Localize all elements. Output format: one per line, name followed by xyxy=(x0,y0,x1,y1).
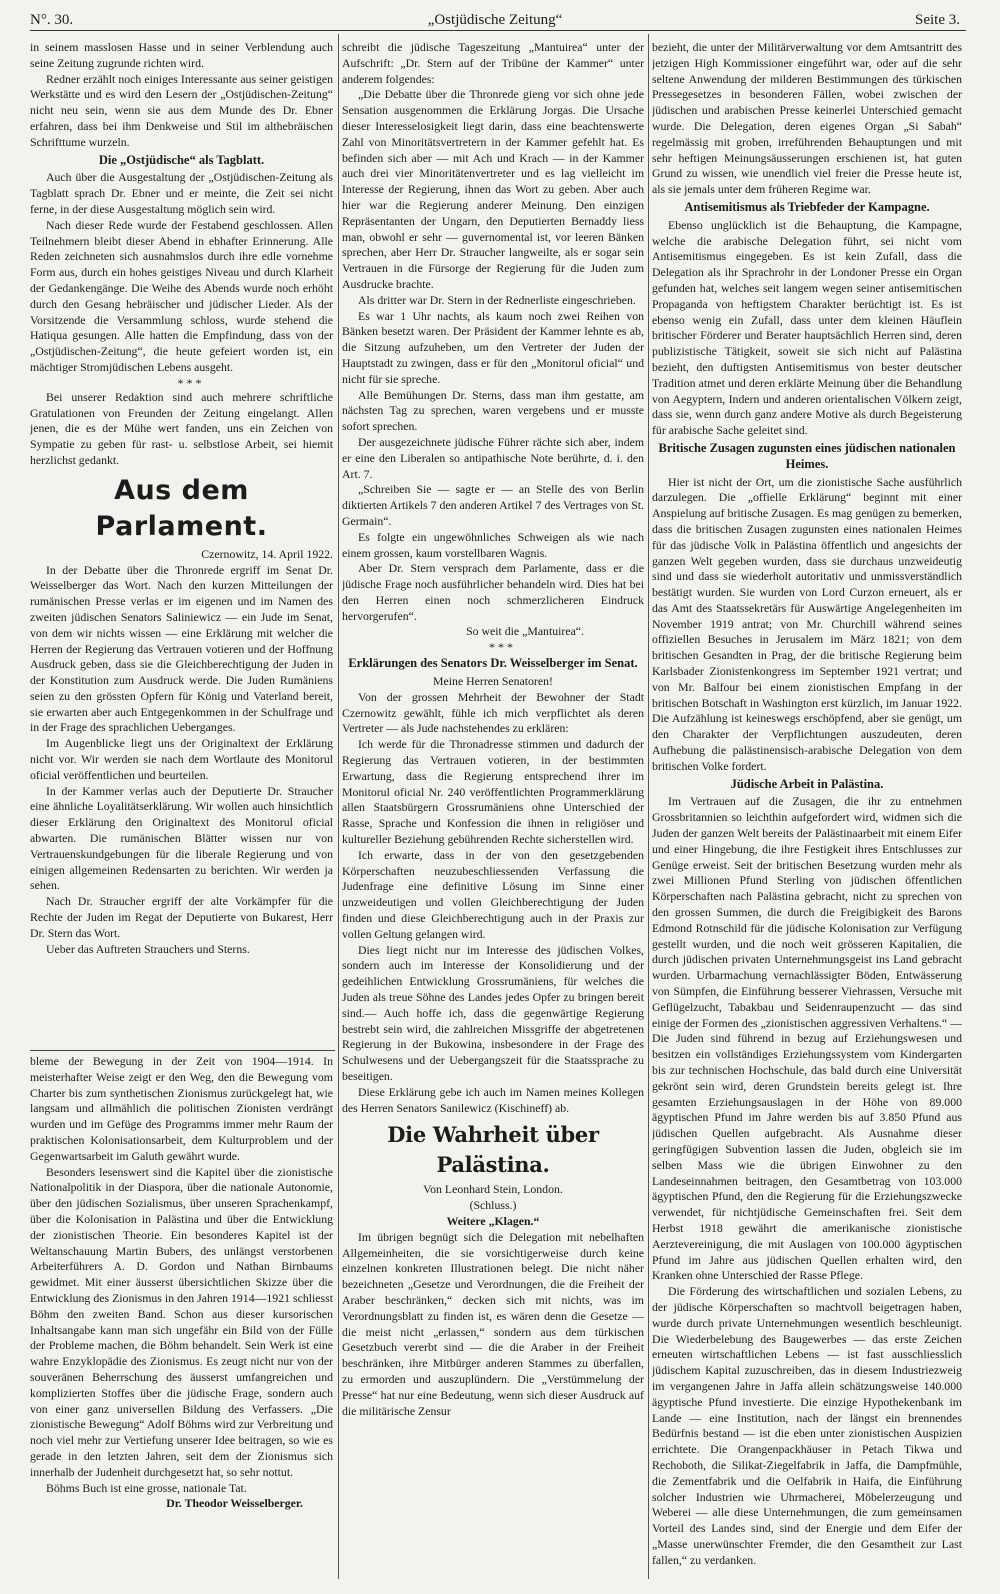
subheading: Erklärungen des Senators Dr. Weisselberger im Senat. xyxy=(348,656,638,671)
paragraph: Auch über die Ausgestaltung der „Ostjüdischen-Zeitung als Tagblatt sprach Dr. Ebner und er meinte, die Zeit sei nicht ferne, in der diese Ausgestaltung möglich sein wird. xyxy=(30,170,333,216)
paragraph: Es folgte ein ungewöhnliches Schweigen als wie nach einem grossen, kaum vorstellbaren Wagnis. xyxy=(342,529,644,560)
newspaper-name: „Ostjüdische Zeitung“ xyxy=(427,12,563,28)
paragraph: Im übrigen begnügt sich die Delegation mit nebelhaften Allgemeinheiten, die sie vorsichtigerweise durch keine einzelnen konkreten Illustrationen belegt. Die nicht näher bezeichneten „Gesetze und Verordnungen, die die Freiheit der Araber beschränken,“ decken sich mit nichts, was im Verordnungsblatt zu finden ist, es wären denn die Gesetze — die meist nicht „erlassen,“ sondern aus dem türkischen Gesetzbuch vererbt sind — die die Araber in der Freiheit beschränken, ihre Mitbürger anderen Stammes zu überfallen, zu ermorden und auszuplündern. Die „Verstümmelung der Presse“ hat nur eine Bedeutung, wenn sich dieser Ausdruck auf die militärische Zensur xyxy=(342,1229,644,1418)
paragraph: Hier ist nicht der Ort, um die zionistische Sache ausführlich darzulegen. Die „offielle Erklärung“ beginnt mit einer Anspielung auf britische Zusagen. Es mag genügen zu bemerken, dass die britischen Zusagen zugunsten eines nationalen Heimes für das jüdische Volk in Palästina öffentlich und angesichts der ganzen Welt gegeben wurden, dass sie durchaus unzweideutig sind und dass sie wiederholt autoritativ und unmissverständlich bestätigt wurden. Sie wurden von Lord Curzon erneuert, als er das Amt des Staatssekretärs für Auswärtige Angelegenheiten im November 1919 antrat; von Mr. Churchill während seines offiziellen Besuches in Jerusalem im März 1821; von dem britischen Gesandten in Prag, der die britische Regierung beim Karlsbader Zionistenkongress im September 1921 vertrat; und von Mr. Balfour bei einem zionistischen Empfang in der britischen Botschaft in Washington erst kürzlich, im Januar 1922. Die Aufzählung ist keineswegs erschöpfend, aber sie genügt, um den Charakter der Verpflichtungen auszudeuten, deren Aufhebung die palästinensisch-arabische Delegation von dem britischen Volke fordert. xyxy=(652,474,962,773)
salutation: Meine Herren Senatoren! xyxy=(433,674,553,689)
paragraph: In der Kammer verlas auch der Deputierte Dr. Straucher eine ähnliche Loyalitätserklärung. Wir wollen auch hinsichtlich dieser Erklärung den Originaltext des Monitorul oficial abwarten. Die rumänischen Blätter wissen nur von Vertrauenskundgebungen für die liberale Regierung und von einigen allgemeinen Redensarten zu berichten. Wir werden ja sehen. xyxy=(30,783,333,893)
header-rule xyxy=(30,30,966,31)
paragraph: Nach dieser Rede wurde der Festabend geschlossen. Allen Teilnehmern bleibt dieser Abend in ebhafter Erinnerung. Alle Reden zeichneten sich ausnahmslos durch ihre edle vornehme Form aus, durch ein hohes geistiges Niveau und durch Klarheit der Gedankengänge. Die Weihe des Abends wurde noch erhöht durch den Gesang hebräischer und jüdischer Lieder. Als der Vorsitzende die Versammlung schloss, wurde stehend die Hatiqua gesungen. Alle hatten die Empfindung, dass von der „Ostjüdischen-Zeitung“, die heute gefeiert worden ist, ein mächtiger Stromjüdischen Lebens ausgeht. xyxy=(30,217,333,374)
page-header xyxy=(30,6,960,32)
paragraph: Nach Dr. Straucher ergriff der alte Vorkämpfer für die Rechte der Juden im Regat der Deputierte von Bukarest, Herr Dr. Stern das Wort. xyxy=(30,894,333,940)
paragraph: Ich erwarte, dass in der von den gesetzgebenden Körperschaften neuzubeschliessenden Verfassung die Judenfrage eine definitive Lösung im Sinne einer unzweideutigen und vollen Gleichberechtigung der Juden finden und diese Gleichberechtigung auch in der Praxis zur vollen Geltung gelangen wird. xyxy=(342,847,644,941)
paragraph: schreibt die jüdische Tageszeitung „Mantuirea“ unter der Aufschrift: „Dr. Stern auf der Tribüne der Kammer“ unter anderem folgendes: xyxy=(342,40,644,86)
separator-asterisks: * * * xyxy=(489,640,513,655)
paragraph: in seinem masslosen Hasse und in seiner Verblendung auch seine Zeitung zugrunde richten wird. xyxy=(30,40,333,70)
separator-asterisks: * * * xyxy=(177,375,202,390)
paragraph: Besonders lesenswert sind die Kapitel über die zionistische Nationalpolitik in der Diaspora, über die nationale Autonomie, über den jüdischen Sozialismus, über unseren Sprachenkampf, über die Kolonisation in Palästina und über die Entwicklung der zionistischen Theorie. Ein besonderes Kapitel ist der Weltanschauung Martin Bubers, des unlängst verstorbenen Arbeiterführers A. D. Gordon und Nathan Birnbaums gewidmet. Mit einer äusserst übersichtlichen Skizze über die Entwicklung des Zionismus in den Jahren 1914—1921 schliesst Böhm den zweiten Band. Schon aus dieser kursorischen Inhaltsangabe kann man sich ungefähr ein Bild von der Fülle der Probleme machen, die Böhm behandelt. Sein Werk ist eine wahre Enzyklopädie des Zionismus. Es zeugt nicht nur von der souveränen Beherrschung des äusserst umfangreichen und komplizierten Stoffes über die jüdische Frage, sondern auch von einer ganz universellen Bildung des Verfassers. „Die zionistische Bewegung“ Adolf Böhms wird zur Verbreitung und noch viel mehr zur Vertiefung unserer Idee beitragen, so wie es gerade in den letzten Jahren, seit dem der Zionismus sich innerhalb der Judenheit durchgesetzt hat, so sehr nottut. xyxy=(30,1164,333,1479)
column-divider-rule xyxy=(30,1050,335,1051)
dateline: Czernowitz, 14. April 1922. xyxy=(201,546,333,561)
byline: Von Leonhard Stein, London. xyxy=(423,1182,563,1197)
subheading: Jüdische Arbeit in Palästina. xyxy=(730,776,884,791)
column-1-lower xyxy=(30,1054,333,1574)
paragraph: bezieht, die unter der Militärverwaltung vor dem Amtsantritt des jetzigen High Kommissioner eingeführt war, oder auf die sehr seltene Anwendung der milderen Bestimmungen des türkischen Pressegesetzes in besonderen Fällen, wobei zwischen der jüdischen und arabischen Presse keinerlei Unterschied gemacht wurde. Die Delegation, deren eigenes Organ „Si Sabah“ regelmässig mit groben, irreführenden Behauptungen und mit sehr heftigen Meinungsäusserungen erschienen ist, hat guten Grund zu wissen, wie unendlich viel freier die Presse heute ist, als sie jemals unter dem früheren Regime war. xyxy=(652,40,962,197)
paragraph: „Schreiben Sie — sagte er — an Stelle des von Berlin diktierten Artikels 7 den anderen Artikel 7 des Vertrages von St. Germain“. xyxy=(342,482,644,528)
paragraph: bleme der Bewegung in der Zeit von 1904—1914. In meisterhafter Weise zeigt er den Weg, den die Bewegung vom Charter bis zum synthetischen Zionismus zurückgelegt hat, wie langsam und allmählich die politischen Zionisten verdrängt wurden und im Gefüge des Programms immer mehr Raum der praktischen Kolonisationsarbeit, dem Kulturproblem und der Gegenwartsarbeit im Galuth gewährt wurde. xyxy=(30,1054,333,1163)
subheading: Antisemitismus als Triebfeder der Kampagne. xyxy=(684,199,930,214)
column-1 xyxy=(30,40,333,1048)
paragraph: Alle Bemühungen Dr. Sterns, dass man ihm gestatte, am nächsten Tag zu sprechen, waren vergebens und er musste sofort sprechen. xyxy=(342,387,644,434)
paragraph: Bei unserer Redaktion sind auch mehrere schriftliche Gratulationen von Freunden der Zeitung eingelangt. Allen jenen, die es der Mühe wert fanden, uns ein Zeichen von Sympatie zu geben für rast- u. selbstlose Arbeit, sei hiemit herzlichst gedankt. xyxy=(30,389,333,467)
paragraph: Diese Erklärung gebe ich auch im Namen meines Kollegen des Herren Senators Sanilewicz (Kischineff) ab. xyxy=(342,1084,644,1115)
paragraph: Als dritter war Dr. Stern in der Rednerliste eingeschrieben. xyxy=(358,292,636,307)
paragraph: Es war 1 Uhr nachts, als kaum noch zwei Reihen von Bänken besetzt waren. Der Präsident der Kammer lehnte es ab, die Sitzung aufzuheben, um den Vertreter der Juden der Hauptstadt zu zwingen, dass er für den „Monitorul oficial“ und nicht für sie spreche. xyxy=(342,308,644,386)
paragraph: Im Augenblicke liegt uns der Originaltext der Erklärung nicht vor. Wir werden sie nach dem Wortlaute des Monitorul oficial veröffentlichen und beurteilen. xyxy=(30,736,333,782)
subheading: Britische Zusagen zugunsten eines jüdischen nationalen Heimes. xyxy=(658,440,956,471)
section-title-palestine: Die Wahrheit über Palästina. xyxy=(387,1122,599,1178)
paragraph: In der Debatte über die Thronrede ergriff im Senat Dr. Weisselberger das Wort. Nach den kurzen Mitteilungen der rumänischen Presse verlas er im eigenen und im Namen des zweiten jüdischen Senators Saliniewicz — ein Jude im Senat, von dem wir nichts wissen — eine Erklärung mit welcher die Herren der Regierung das Vertrauen votieren und der Hoffnung Ausdruck geben, dass sie die Gleichberechtigung der Juden in der Konstitution zum Ausdruck werde. Die Juden Rumäniens seien zu den grössten Opfern für König und Vaterland bereit, sie erwarten aber auch Entgegenkommen in der Schulfrage und in der Frage des sprachlichen Ueberganges. xyxy=(30,562,333,735)
paragraph: Im Vertrauen auf die Zusagen, die ihr zu entnehmen Grossbritannien so leichthin aufgefordert wird, widmen sich die Juden der ganzen Welt bereits der Palästinaarbeit mit einem Eifer und einer Hingebung, die ihre Festigkeit ihres Entschlusses zur Genüge erweist. Seit der britischen Besetzung wurden mehr als zwei Millionen Pfund Sterling von jüdischen öffentlichen Körperschaften nach Palästina gebracht, nicht zu sprechen von den grossen Summen, die durch die Freigibigkeit des Barons Edmond Rotnschild für die jüdische Kolonisation zur Verfügung gestellt wurden, und die noch weit grösseren Kapitalien, die durch jüdischen privaten Unternehmungsgeist ins Land gebracht wurden. Urbarmachung vernachlässigter Böden, Entwässerung von Sümpfen, die Einführung besserer Viehrassen, Versuche mit Geflügelzucht, Tabakbau und Seidenraupenzucht — das sind einige der Formen des „zionistischen aggressiven Verhaltens.“ — Die Juden sind führend in bezug auf Erziehungswesen und besitzen ein vollständiges Erziehungssystem vom Kindergarten bis zur technischen Hochschule, das bald durch eine Universität gekrönt sein wird, deren Grundstein bereits gelegt ist. Ihre gesamten Erziehungsauslagen in der Höhe von 89.000 ägyptischen Pfund im Jahre werden bis auf 3.850 Pfund aus jüdischen Quellen aufgebracht. Als Ausnahme dieser geringfügigen Subvention lassen die Juden, obgleich sie im selben Mass wie die übrigen Einwohner zu den Landeseinnahmen beitragen, den Gesamtbetrag von 103.000 ägyptischen Pfund, den die Regierung für die Erziehungszwecke verwendet, für nichtjüdische Gemeinschaften frei. Seit dem Herbst 1918 gewährt die amerikanische zionistische Aerztevereinigung, die mit Auslagen von 100.000 ägyptischen Pfund im Jahre aus jüdischen Quellen erhalten wird, den Kranken ohne Unterschied der Rasse Pflege. xyxy=(652,794,962,1283)
subheading: Die „Ostjüdische“ als Tagblatt. xyxy=(98,152,265,167)
paragraph: Die Förderung des wirtschaftlichen und sozialen Lebens, zu der jüdische Körperschaften so machtvoll beigetragen haben, wurde durch private Unternehmungen wesentlich beschleunigt. Die Wiederbelebung des Baugewerbes — das erste Zeichen erneuten wirtschaftlichen Lebens — ist fast ausschliesslich jüdischem Kapital zuzuschreiben, das in diesem Industriezweig im vergangenen Jahre in Jaffa allein schätzungsweise 140.000 ägyptische Pfund investierte. Die einzige Hypothekenbank im Lande — eine Institution, nach der längst ein brennendes Bedürfnis bestand — ist die eben unter zionistischen Auspizien errichtete. Die Orangenpackhäuser in Petach Tikwa und Rechoboth, die Silikat-Ziegelfabrik in Jaffa, die Dampfmühle, die Zementfabrik und die Oelfabrik in Haifa, die Einführung solcher Industrien wie Uhrmacherei, Möbelerzeugung und Weberei — alle diese Unternehmungen, die zum gemeinsamen Vorteil des Landes sind, sind der Energie und dem Eifer der „Masse unerwünschter Fremder, die den Gesamtheit zur Last fallen,“ zu verdanken. xyxy=(652,1284,962,1567)
issue-number: N°. 30. xyxy=(30,12,74,28)
paragraph: Aber Dr. Stern versprach dem Parlamente, dass er die jüdische Frage noch ausführlicher behandeln wird. Dies hat bei den Herren einen noch schmerzlicheren Eindruck hervorgerufen“. xyxy=(342,561,644,623)
paragraph: Ueber das Auftreten Strauchers und Sterns. xyxy=(46,941,250,956)
paragraph: Ich werde für die Thronadresse stimmen und dadurch der Regierung das Vertrauen votieren, in der bestimmten Erwartung, dass die Regierung entsprechend ihrer im Monitorul oficial Nr. 240 veröffentlichten Programmerklärung allen Staatsbürgern Grossrumäniens ohne Unterschied der Rasse, Sprache und Konfession die ihnen in religiöser und kultureller Beziehung gebührenden Rechte sicherstellen wird. xyxy=(342,737,644,847)
column-2 xyxy=(342,40,644,1585)
column-3 xyxy=(652,40,962,1585)
paragraph: „Die Debatte über die Thronrede gieng vor sich ohne jede Sensation ausgenommen die Erklärung Jorgas. Die Ursache dieser Interesselosigkeit liegt darin, dass eine beachtenswerte Zahl von Minoritätsvertretern in der Kammer gefehlt hat. Es befinden sich aber — mit Ach und Krach — in der Kammer auch drei vier Minoritätenvertreter und es lag vielleicht im Interesse der Regierung, ihnen das Wort zu geben. Aber auch hier war die Regierung anderer Meinung. Den einzigen Repräsentanten der Ungarn, den Deputierten Bernaddy liess man, obwohl er sehr — guvernomental ist, vor leeren Bänken sprechen, aber Herr Dr. Straucher langweilte, als er sogar sein Vertrauen in die Fürsorge der Regierung für die Juden zum Ausdrucke brachte. xyxy=(342,87,644,291)
page-number: Seite 3. xyxy=(915,12,960,28)
paragraph: Böhms Buch ist eine grosse, nationale Tat. xyxy=(46,1480,247,1495)
paragraph: Ebenso unglücklich ist die Behauptung, die Kampagne, welche die arabische Delegation führt, sei nicht vom Antisemitismus eingegeben. Es ist kein Zufall, dass die Delegation als ihr Sprachrohr in der Londoner Presse ein Organ gefunden hat, welches seit langem wegen seiner antisemitischen Propaganda von heftigstem Charakter berüchtigt ist. Es ist ebenso wenig ein Zufall, dass unter dem kleinen Häuflein britischer Förderer und Berater hauptsächlich Herren sind, deren publizistische Tätigkeit, soweit sie sich nicht auf Palästina bezieht, den duftigsten Antisemitismus von bester deutscher Tradition atmet und deren erklärte Meinung über die Behandlung von Aegyptern, Indern und anderen orientalischen Völkern zeigt, dass sie, wenn durch ganz andere Motive als durch Begeisterung für arabische Sache geleitet sind. xyxy=(652,217,962,438)
section-title-parliament: Aus dem Parlament. xyxy=(95,474,268,542)
paragraph: Redner erzählt noch einiges Interessante aus seiner geistigen Werkstätte und es wird den Lesern der „Ostjüdischen-Zeitung“ nicht neu sein, wenn sie aus dem Munde des Dr. Ebner erfahren, dass bei ihm Denkweise und Stil im althebräischen Schrifttume wurzeln. xyxy=(30,71,333,149)
vertical-rule xyxy=(648,34,649,1579)
signature: Dr. Theodor Weisselberger. xyxy=(166,1496,303,1511)
vertical-rule xyxy=(338,34,339,1579)
paragraph: So weit die „Mantuirea“. xyxy=(466,624,584,639)
conclusion-note: (Schluss.) xyxy=(469,1198,517,1213)
paragraph: Von der grossen Mehrheit der Bewohner der Stadt Czernowitz gewählt, fühle ich mich verpflichtet als deren Vertreter — als Jude nachstehendes zu erklären: xyxy=(342,689,644,736)
subheading: Weitere „Klagen.“ xyxy=(446,1213,540,1228)
paragraph: Der ausgezeichnete jüdische Führer rächte sich aber, indem er eine den Liberalen so antipathische Note berührte, d. i. den Art. 7. xyxy=(342,434,644,481)
paragraph: Dies liegt nicht nur im Interesse des jüdischen Volkes, sondern auch im Interesse der Konsolidierung und der gedeihlichen Entwicklung Grossrumäniens, für welches die Juden als treue Söhne des Landes jedes Opfer zu bringen bereit sind.— Auch hoffe ich, dass die gegenwärtige Regierung bestrebt sein wird, die zahlreichen Missgriffe der abgetretenen Regierung in der Bukowina, insbesondere in der Frage des Schulwesens und der Uebergangszeit für die Staatssprache zu beseitigen. xyxy=(342,942,644,1083)
